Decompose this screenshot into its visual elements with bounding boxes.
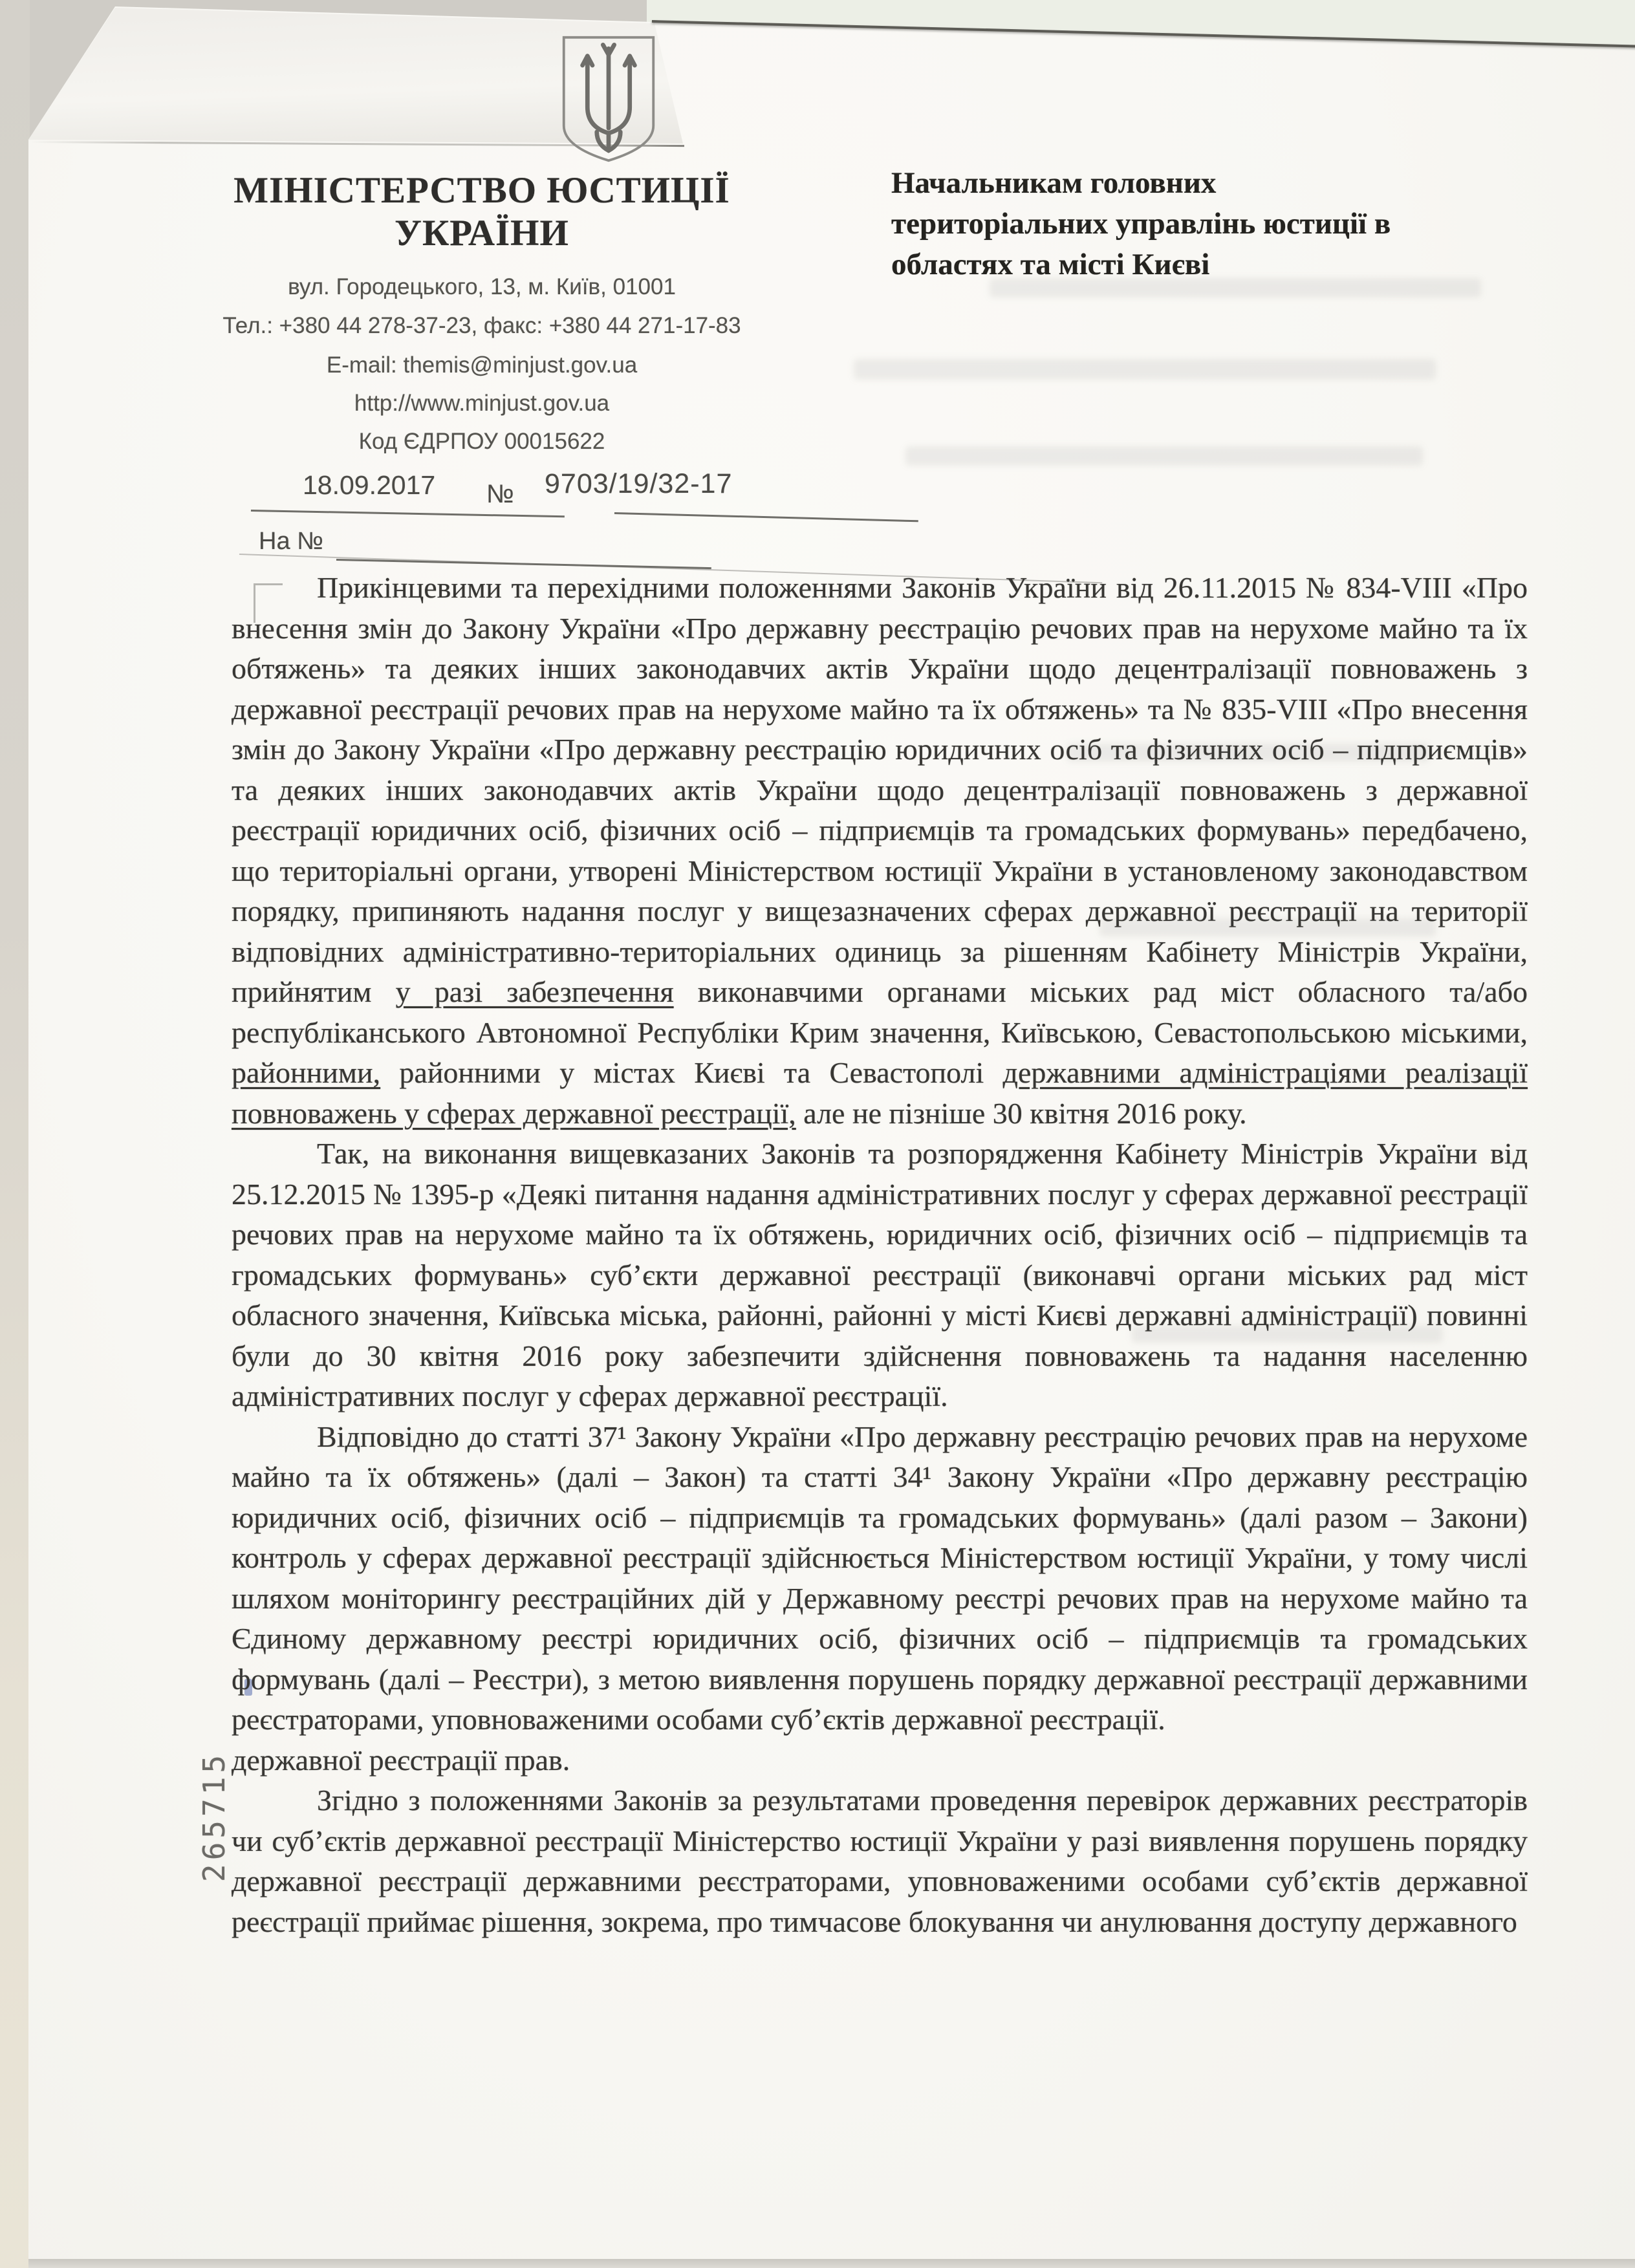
reply-to-label: На № (259, 528, 323, 555)
ministry-phone-fax: Тел.: +380 44 278-37-23, факс: +380 44 271-17-83 (222, 313, 741, 338)
scanner-background-left (0, 0, 30, 2268)
registration-stamp-number (78, 1747, 232, 1883)
body-paragraph-4: Згідно з положеннями Законів за результатами проведення перевірок державних реєстраторів чи суб’єктів державної реєстрації Міністерство юстиції України у разі виявлення порушень порядку державної реєстрації державними реєстраторами, уповноваженими особами суб’єктів державної реєстрації приймає рішення, зокрема, про тимчасове блокування чи анулювання доступу державного (232, 1784, 1528, 1938)
ministry-address: вул. Городецького, 13, м. Київ, 01001 (288, 274, 676, 299)
recipient-line: територіальних управлінь юстиції в (891, 207, 1391, 241)
ministry-email: E-mail: themis@minjust.gov.ua (326, 352, 638, 378)
ministry-title-line1: МІНІСТЕРСТВО ЮСТИЦІЇ (233, 170, 730, 211)
ministry-title-line2: УКРАЇНИ (395, 213, 569, 254)
bleed-through-smudge (854, 359, 1436, 380)
letter-number: 9703/19/32-17 (545, 468, 733, 499)
paper-bottom-edge (28, 2259, 1635, 2268)
ministry-website: http://www.minjust.gov.ua (354, 391, 610, 416)
body-paragraph-1: Прикінцевими та перехідними положеннями Законів України від 26.11.2015 № 834-VIII «Про внесення змін до Закону України «Про державну реєстрацію речових прав на нерухоме майно та їх обтяжень» та деяких інших законодавчих актів України щодо децентралізації повноважень з державної реєстрації речових прав на нерухоме майно та їх обтяжень» та № 835-VIII «Про внесення змін до Закону України «Про державну реєстрацію юридичних осіб та фізичних осіб – підприємців» та деяких інших законодавчих актів України щодо децентралізації повноважень з державної реєстрації юридичних осіб, фізичних осіб – підприємців та громадських формувань» передбачено, що територіальні органи, утворені Міністерством юстиції України в установленому законодавством порядку, припиняють надання послуг у вищезазначених сферах державної реєстрації на території відповідних адміністративно-територіальних одиниць за рішенням Кабінету Міністрів України, прийнятим у разі забезпечення виконавчими органами міських рад міст обласного та/або республіканського Автономної Республіки Крим значення, Київською, Севастопольською міськими, районними, районними у містах Києві та Севастополі державними адміністраціями реалізації повноважень у сферах державної реєстрації, але не пізніше 30 квітня 2016 року. (232, 571, 1528, 1130)
letter-date: 18.09.2017 (303, 470, 436, 500)
letterhead-block (213, 169, 750, 455)
recipient-line: Начальникам головних (891, 166, 1217, 200)
body-paragraph-3-continued: державної реєстрації прав. (232, 1743, 570, 1777)
recipient-block (891, 163, 1460, 285)
letter-number-label: № (486, 480, 514, 508)
body-paragraph-3: Відповідно до статті 37¹ Закону України «Про державну реєстрацію речових прав на нерухоме майно та їх обтяжень» (далі – Закон) та статті 34¹ Закону України «Про державну реєстрацію юридичних осіб, фізичних осіб – підприємців та громадських формувань» (далі разом – Закони) контроль у сферах державної реєстрації здійснюється Міністерством юстиції України, у тому числі шляхом моніторингу реєстраційних дій у Державному реєстрі речових прав на нерухоме майно та Єдиному державному реєстрі юридичних осіб, фізичних осіб – підприємців та громадських формувань (далі – Реєстри), з метою виявлення порушень порядку державної реєстрації державними реєстраторами, уповноваженими особами суб’єктів державної реєстрації. (232, 1420, 1528, 1736)
letter-body (232, 568, 1528, 1942)
body-paragraph-2: Так, на виконання вищевказаних Законів та розпорядження Кабінету Міністрів України від 25.12.2015 № 1395-р «Деякі питання надання адміністративних послуг у сферах державної реєстрації речових прав на нерухоме майно та їх обтяжень, юридичних осіб, фізичних осіб – підприємців та громадських формувань» суб’єкти державної реєстрації (виконавчі органи міських рад міст обласного значення, Київська міська, районні, районні у місті Києві державні адміністрації) повинні були до 30 квітня 2016 року забезпечити здійснення повноважень та надання населенню адміністративних послуг у сферах державної реєстрації. (232, 1137, 1528, 1412)
ministry-edrpou-code: Код ЄДРПОУ 00015622 (358, 429, 605, 454)
ukraine-trident-emblem-icon (558, 34, 660, 164)
bleed-through-smudge (905, 446, 1423, 466)
stamp-number-text: 265715 (197, 1751, 232, 1883)
recipient-line: областях та місті Києві (891, 248, 1210, 281)
